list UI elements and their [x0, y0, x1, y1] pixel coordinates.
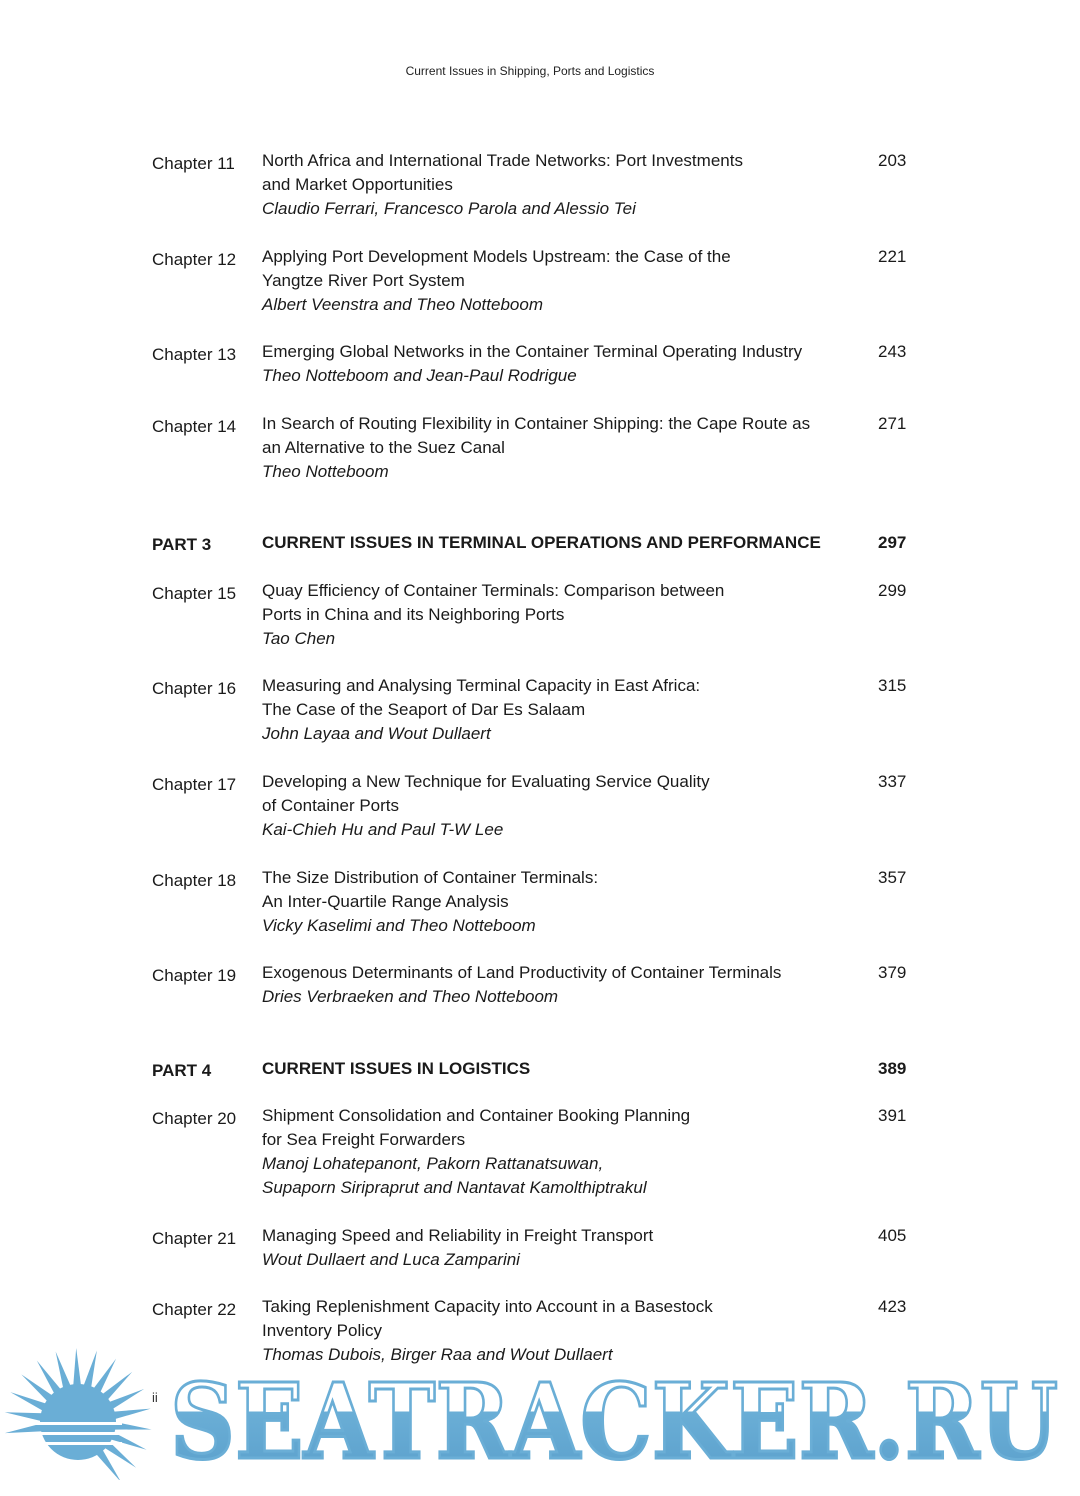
- entry-body: [262, 1104, 852, 1200]
- entry-body: [262, 245, 852, 317]
- chapter-label: Chapter 17: [152, 775, 237, 794]
- chapter-label: Chapter 18: [152, 871, 237, 890]
- chapter-authors: Vicky Kaselimi and Theo Notteboom: [262, 916, 536, 935]
- chapter-title: The Size Distribution of Container Terminals:: [262, 868, 599, 887]
- watermark: [0, 1330, 1080, 1480]
- chapter-title-cont: for Sea Freight Forwarders: [262, 1130, 466, 1149]
- page-number: 315: [878, 676, 907, 695]
- chapter-title-cont: Yangtze River Port System: [262, 271, 465, 290]
- chapter-title-cont: Ports in China and its Neighboring Ports: [262, 605, 565, 624]
- chapter-authors: Claudio Ferrari, Francesco Parola and Alessio Tei: [262, 199, 636, 218]
- sun-ray: [113, 1409, 151, 1420]
- chapter-title: Shipment Consolidation and Container Booking Planning: [262, 1106, 691, 1125]
- chapter-label: Chapter 19: [152, 966, 237, 985]
- page-number: 337: [878, 772, 907, 791]
- chapter-label: Chapter 11: [152, 154, 235, 173]
- chapter-title: North Africa and International Trade Networks: Port Investments: [262, 151, 743, 170]
- chapter-authors: Kai-Chieh Hu and Paul T-W Lee: [262, 820, 504, 839]
- chapter-authors-cont: Supaporn Siripraprut and Nantavat Kamolthiptrakul: [262, 1178, 647, 1197]
- chapter-authors: Albert Veenstra and Theo Notteboom: [262, 295, 543, 314]
- page-number: 243: [878, 342, 907, 361]
- part-title: CURRENT ISSUES IN LOGISTICS: [262, 1059, 531, 1078]
- page-number: 389: [878, 1059, 907, 1078]
- page-number: 299: [878, 581, 907, 600]
- sun-ray: [5, 1412, 43, 1421]
- chapter-title-cont: of Container Ports: [262, 796, 400, 815]
- chapter-label: Chapter 22: [152, 1300, 237, 1319]
- running-header: Current Issues in Shipping, Ports and Logistics: [405, 64, 655, 78]
- chapter-label: Chapter 15: [152, 584, 237, 603]
- entry-body: [262, 961, 852, 1009]
- chapter-title-cont: An Inter-Quartile Range Analysis: [262, 892, 509, 911]
- chapter-authors: John Layaa and Wout Dullaert: [262, 724, 491, 743]
- entry-body: [262, 149, 852, 221]
- page-number: 423: [878, 1297, 907, 1316]
- chapter-authors: Theo Notteboom: [262, 462, 389, 481]
- sun-ray: [73, 1348, 81, 1386]
- page-number: 271: [878, 414, 907, 433]
- chapter-title: Measuring and Analysing Terminal Capacity in East Africa:: [262, 676, 701, 695]
- chapter-title: Emerging Global Networks in the Container Terminal Operating Industry: [262, 342, 803, 361]
- chapter-label: Chapter 21: [152, 1229, 237, 1248]
- page-number: 221: [878, 247, 907, 266]
- chapter-authors: Tao Chen: [262, 629, 336, 648]
- chapter-title: Quay Efficiency of Container Terminals: Comparison between: [262, 581, 725, 600]
- chapter-title: Developing a New Technique for Evaluating Service Quality: [262, 772, 710, 791]
- entry-body: [262, 579, 852, 651]
- chapter-title-cont: Inventory Policy: [262, 1321, 382, 1340]
- entry-body: [262, 674, 852, 746]
- chapter-label: Chapter 13: [152, 345, 237, 364]
- page-number: 391: [878, 1106, 907, 1125]
- part-label: PART 3: [152, 535, 212, 554]
- chapter-authors: Dries Verbraeken and Theo Notteboom: [262, 987, 559, 1006]
- entry-body: [262, 866, 852, 938]
- chapter-authors: Theo Notteboom and Jean-Paul Rodrigue: [262, 366, 577, 385]
- entry-body: [262, 1224, 852, 1272]
- part-title: CURRENT ISSUES IN TERMINAL OPERATIONS AND PERFORMANCE: [262, 533, 821, 552]
- chapter-authors: Manoj Lohatepanont, Pakorn Rattanatsuwan,: [262, 1154, 604, 1173]
- sun-icon: [5, 1348, 152, 1480]
- chapter-title-cont: The Case of the Seaport of Dar Es Salaam: [262, 700, 586, 719]
- chapter-title: Exogenous Determinants of Land Productivity of Container Terminals: [262, 963, 782, 982]
- chapter-title: In Search of Routing Flexibility in Container Shipping: the Cape Route as: [262, 414, 811, 433]
- footer-page-number: ii: [152, 1390, 158, 1405]
- chapter-title: Managing Speed and Reliability in Freight Transport: [262, 1226, 654, 1245]
- watermark-text: SEATRACKER.RU: [170, 1360, 1058, 1480]
- part-label: PART 4: [152, 1061, 212, 1080]
- chapter-authors: Wout Dullaert and Luca Zamparini: [262, 1250, 520, 1269]
- page-number: 297: [878, 533, 907, 552]
- page-number: 405: [878, 1226, 907, 1245]
- chapter-label: Chapter 12: [152, 250, 237, 269]
- entry-body: [262, 531, 852, 555]
- entry-body: [262, 1057, 852, 1081]
- chapter-title: Taking Replenishment Capacity into Account in a Basestock: [262, 1297, 713, 1316]
- sun-ray: [56, 1352, 71, 1390]
- chapter-title: Applying Port Development Models Upstream: the Case of the: [262, 247, 731, 266]
- page-number: 357: [878, 868, 907, 887]
- chapter-title-cont: and Market Opportunities: [262, 175, 453, 194]
- sun-ray: [83, 1351, 97, 1389]
- entry-body: [262, 412, 852, 484]
- chapter-label: Chapter 16: [152, 679, 237, 698]
- page-number: 203: [878, 151, 907, 170]
- chapter-label: Chapter 14: [152, 417, 237, 436]
- chapter-label: Chapter 20: [152, 1109, 237, 1128]
- entry-body: [262, 340, 852, 388]
- entry-body: [262, 770, 852, 842]
- page-number: 379: [878, 963, 907, 982]
- chapter-authors: Thomas Dubois, Birger Raa and Wout Dullaert: [262, 1345, 613, 1364]
- chapter-title-cont: an Alternative to the Suez Canal: [262, 438, 505, 457]
